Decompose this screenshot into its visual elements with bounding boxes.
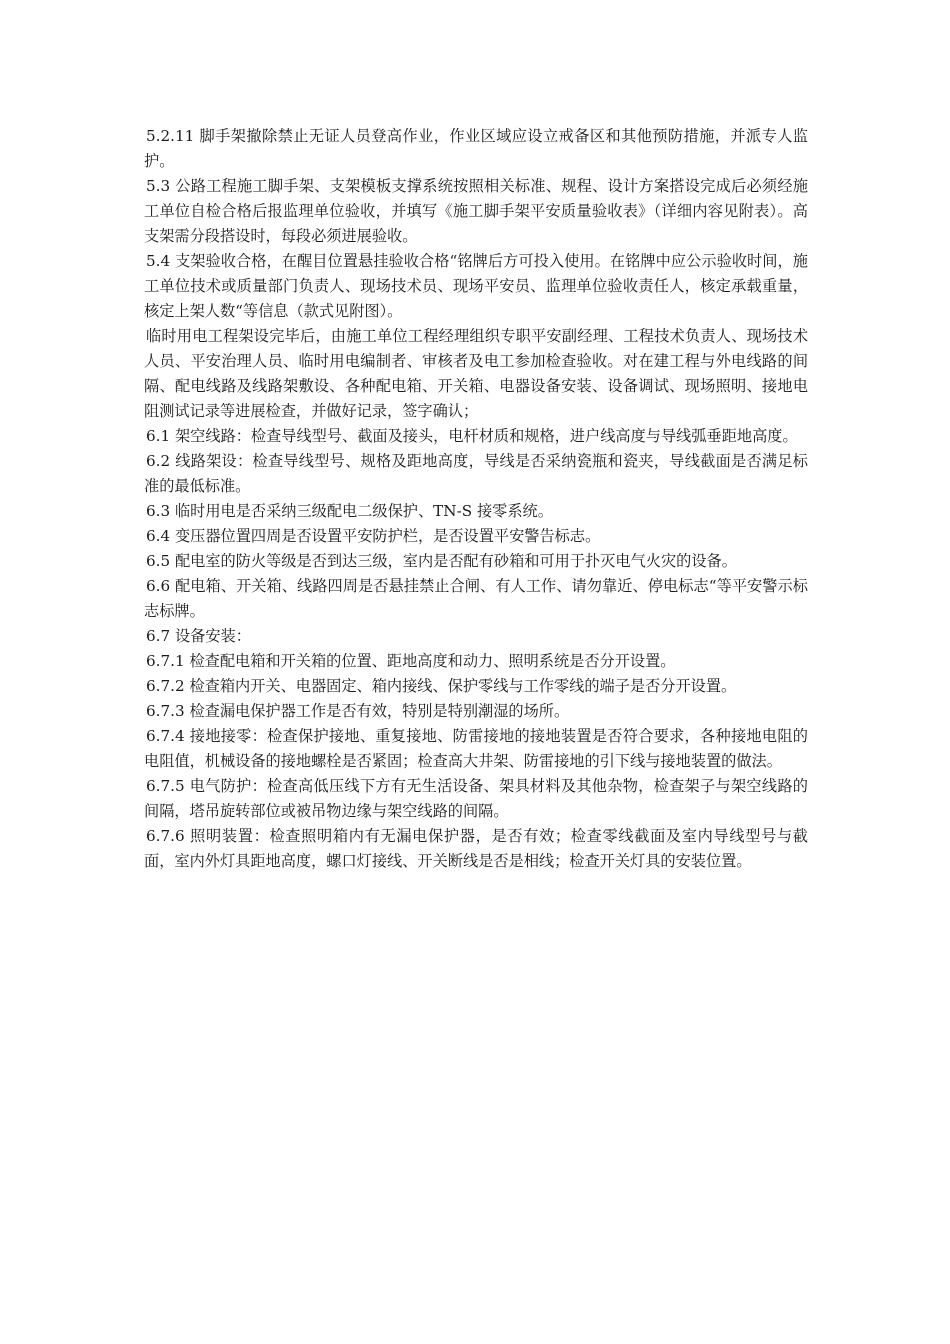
paragraph-temporary-power: 临时用电工程架设完毕后，由施工单位工程经理组织专职平安副经理、工程技术负责人、现场技术人员、平安治理人员、临时用电编制者、审核者及电工参加检查验收。对在建工程与外电线路的间隔、配电线路及线路架敷设、各种配电箱、开关箱、电器设备安装、设备调试、现场照明、接地电阻测试记录等进展检查，并做好记录，签字确认； bbox=[144, 327, 808, 420]
paragraph-6-2: 6.2 线路架设：检查导线型号、规格及距地高度，导线是否采纳瓷瓶和瓷夹，导线截面是否满足标准的最低标准。 bbox=[144, 452, 808, 495]
paragraph-6-5: 6.5 配电室的防火等级是否到达三级，室内是否配有砂箱和可用于扑灭电气火灾的设备。 bbox=[146, 552, 737, 570]
paragraph-5-4: 5.4 支架验收合格，在醒目位置悬挂验收合格“铭牌后方可投入使用。在铭牌中应公示验收时间，施工单位技术或质量部门负责人、现场技术员、现场平安员、监理单位验收责任人，核定承载重量，核定上架人数“等信息（款式见附图）。 bbox=[144, 252, 808, 320]
paragraph-6-6: 6.6 配电箱、开关箱、线路四周是否悬挂禁止合闸、有人工作、请勿靠近、停电标志“等平安警示标志标牌。 bbox=[144, 577, 808, 620]
paragraph-6-4: 6.4 变压器位置四周是否设置平安防护栏，是否设置平安警告标志。 bbox=[146, 527, 601, 545]
paragraph-6-7-4: 6.7.4 接地接零：检查保护接地、重复接地、防雷接地的接地装置是否符合要求，各种接地电阻的电阻值，机械设备的接地螺栓是否紧固；检查高大井架、防雷接地的引下线与接地装置的做法。 bbox=[144, 727, 808, 770]
paragraph-6-7-6: 6.7.6 照明装置：检查照明箱内有无漏电保护器，是否有效；检查零线截面及室内导线型号与截面，室内外灯具距地高度，螺口灯接线、开关断线是否是相线；检查开关灯具的安装位置。 bbox=[144, 827, 808, 870]
paragraph-6-7-2: 6.7.2 检查箱内开关、电器固定、箱内接线、保护零线与工作零线的端子是否分开设置。 bbox=[146, 677, 737, 695]
document-body bbox=[144, 124, 808, 874]
paragraph-6-3: 6.3 临时用电是否采纳三级配电二级保护、TN-S 接零系统。 bbox=[146, 502, 553, 520]
paragraph-6-7-5: 6.7.5 电气防护：检查高低压线下方有无生活设备、架具材料及其他杂物，检查架子与架空线路的间隔，塔吊旋转部位或被吊物边缘与架空线路的间隔。 bbox=[144, 777, 808, 820]
paragraph-6-7-3: 6.7.3 检查漏电保护器工作是否有效，特别是特别潮湿的场所。 bbox=[146, 702, 570, 720]
paragraph-6-7-1: 6.7.1 检查配电箱和开关箱的位置、距地高度和动力、照明系统是否分开设置。 bbox=[146, 652, 676, 670]
paragraph-5-3: 5.3 公路工程施工脚手架、支架模板支撑系统按照相关标准、规程、设计方案搭设完成后必须经施工单位自检合格后报监理单位验收，并填写《施工脚手架平安质量验收表》（详细内容见附表）。高支架需分段搭设时，每段必须进展验收。 bbox=[144, 177, 808, 245]
paragraph-6-7: 6.7 设备安装： bbox=[146, 627, 251, 645]
paragraph-5-2-11: 5.2.11 脚手架撤除禁止无证人员登高作业，作业区域应设立戒备区和其他预防措施，并派专人监护。 bbox=[144, 127, 808, 170]
paragraph-6-1: 6.1 架空线路：检查导线型号、截面及接头，电杆材质和规格，进户线高度与导线弧垂距地高度。 bbox=[146, 427, 798, 445]
